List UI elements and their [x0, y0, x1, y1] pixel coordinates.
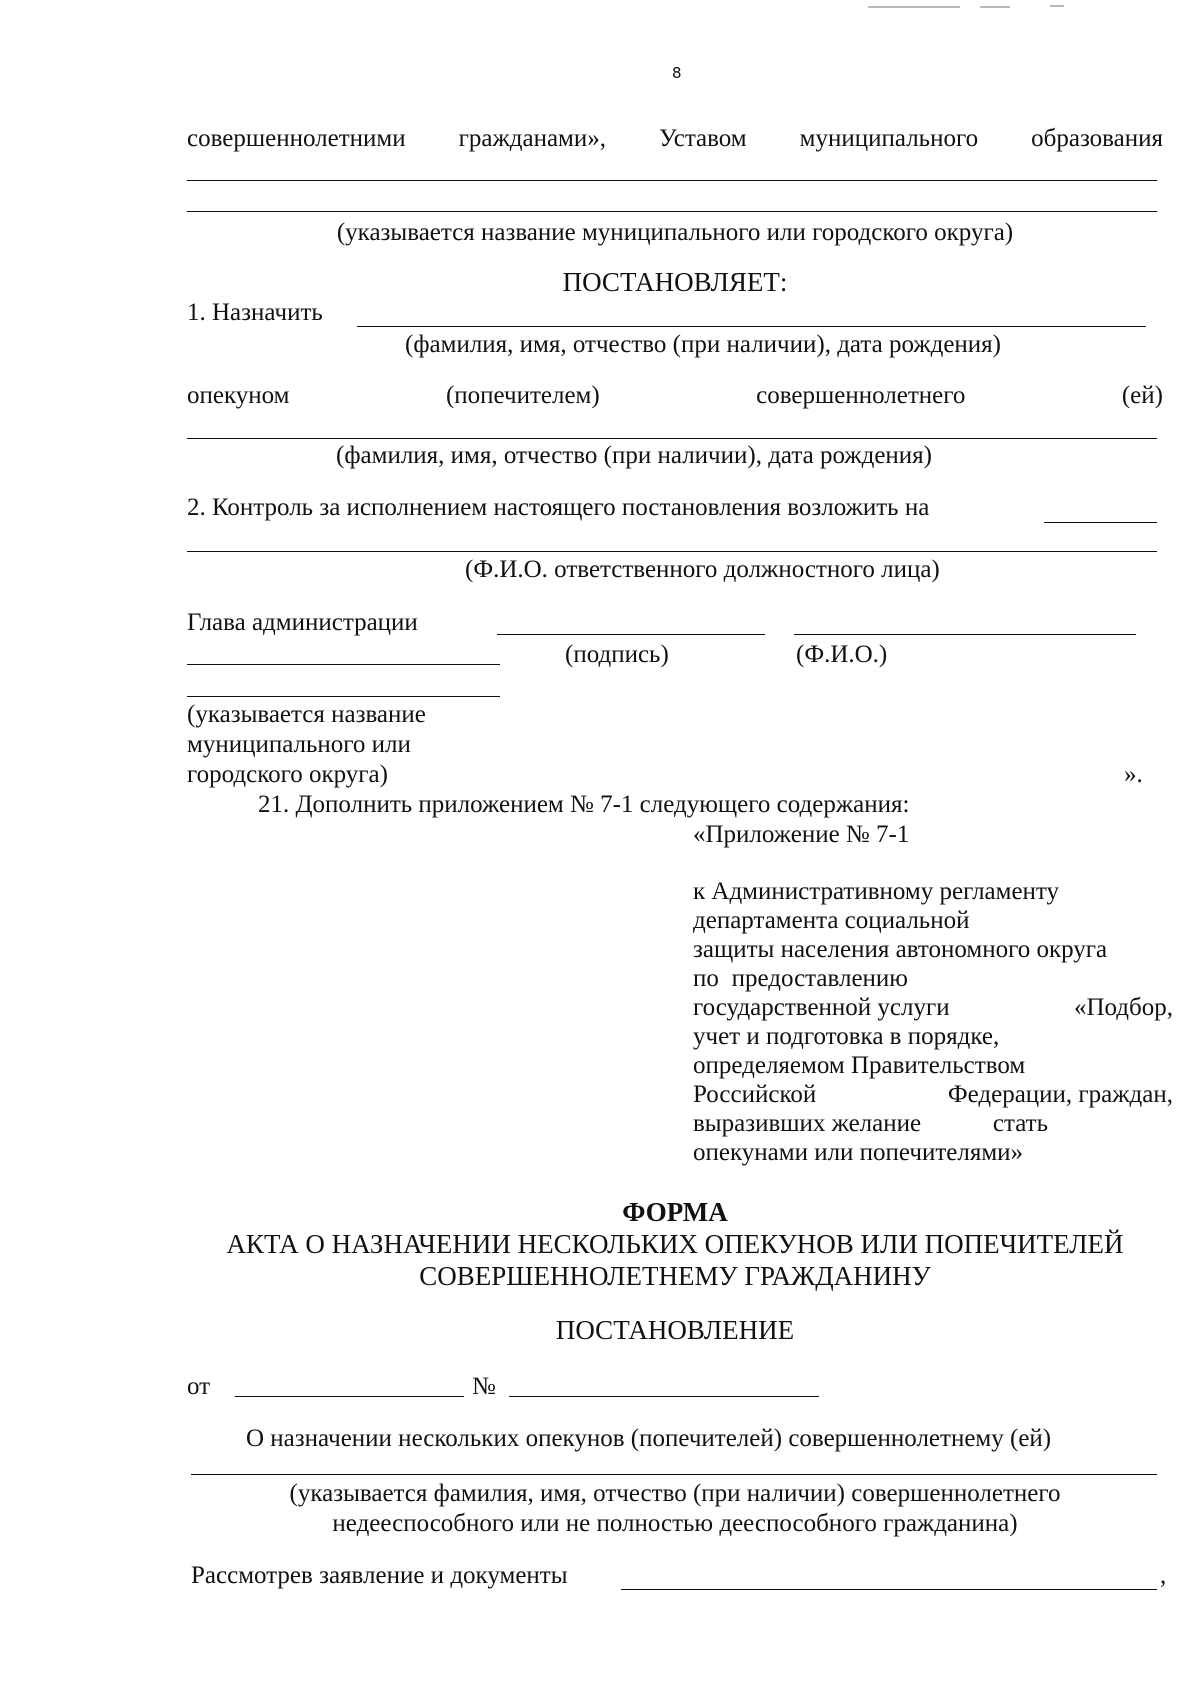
appendix-line: по предоставлению	[693, 965, 908, 992]
considered-line: Рассмотрев заявление и документы	[191, 1562, 568, 1589]
document-title: ПОСТАНОВЛЕНИЕ	[555, 1315, 795, 1345]
blank-line	[187, 551, 1157, 552]
form-subtitle: СОВЕРШЕННОЛЕТНЕМУ ГРАЖДАНИНУ	[419, 1261, 931, 1291]
official-hint: (Ф.И.О. ответственного должностного лица)	[465, 556, 940, 583]
closing-quote: ».	[1124, 761, 1143, 788]
fio-short-hint: (Ф.И.О.)	[796, 641, 888, 668]
fio-hint: (фамилия, имя, отчество (при наличии), дата рождения)	[405, 331, 1001, 358]
blank-line	[1044, 522, 1157, 523]
signature-hint: (подпись)	[565, 641, 669, 668]
amendment-item: 21. Дополнить приложением № 7-1 следующего содержания:	[258, 791, 910, 818]
appendix-line: определяемом Правительством	[693, 1052, 1026, 1079]
appendix-line: учет и подготовка в порядке,	[693, 1023, 1000, 1050]
date-label: от	[187, 1373, 211, 1400]
form-title: ФОРМА	[622, 1197, 728, 1227]
citizen-hint: недееспособного или не полностью дееспособного гражданина)	[332, 1510, 1018, 1537]
page-number: 8	[672, 64, 682, 82]
blank-line	[187, 438, 1157, 439]
item2-text: 2. Контроль за исполнением настоящего постановления возложить на	[187, 494, 930, 521]
appendix-line: Российской Федерации, граждан,	[693, 1081, 1173, 1108]
scan-artifact	[1050, 5, 1064, 7]
appendix-line: департамента социальной	[693, 907, 970, 934]
fio-line	[794, 634, 1136, 635]
trailing-comma: ,	[1160, 1562, 1167, 1589]
blank-line	[187, 211, 1157, 212]
appendix-line: к Административному регламенту	[693, 878, 1060, 905]
blank-line	[191, 1474, 1157, 1475]
head-of-administration: Глава администрации	[187, 609, 418, 636]
appendix-title: «Приложение № 7-1	[693, 821, 910, 848]
municipality-hint-line: муниципального или	[187, 731, 411, 758]
blank-line	[357, 326, 1146, 327]
number-line	[509, 1396, 819, 1397]
preamble-line: совершеннолетними гражданами», Уставом муниципального образования	[187, 125, 1163, 152]
resolves-heading: ПОСТАНОВЛЯЕТ:	[562, 267, 788, 297]
signature-line	[497, 634, 765, 635]
municipality-hint-line: городского округа)	[187, 761, 388, 788]
about-line: О назначении нескольких опекунов (попечителей) совершеннолетнему (ей)	[246, 1425, 1052, 1452]
guardian-row: опекуном (попечителем) совершеннолетнего (ей)	[187, 382, 1163, 409]
blank-line	[187, 180, 1157, 181]
scan-artifact	[980, 6, 1010, 8]
blank-line	[187, 664, 500, 665]
blank-line	[621, 1589, 1157, 1590]
scan-artifact	[868, 6, 960, 8]
number-label: №	[472, 1373, 496, 1400]
item1-label: 1. Назначить	[187, 299, 323, 326]
appendix-line: выразивших желание стать	[693, 1110, 1048, 1137]
blank-line	[187, 696, 500, 697]
appendix-line: государственной услуги «Подбор,	[693, 994, 1173, 1021]
municipality-hint: (указывается название муниципального или городского округа)	[336, 219, 1014, 246]
appendix-line: защиты населения автономного округа	[693, 936, 1108, 963]
date-line	[235, 1396, 464, 1397]
form-subtitle: АКТА О НАЗНАЧЕНИИ НЕСКОЛЬКИХ ОПЕКУНОВ ИЛИ ПОПЕЧИТЕЛЕЙ	[226, 1229, 1124, 1259]
fio-hint: (фамилия, имя, отчество (при наличии), дата рождения)	[336, 442, 932, 469]
citizen-hint: (указывается фамилия, имя, отчество (при наличии) совершеннолетнего	[289, 1480, 1061, 1507]
municipality-hint-line: (указывается название	[187, 701, 426, 728]
appendix-line: опекунами или попечителями»	[693, 1139, 1024, 1166]
